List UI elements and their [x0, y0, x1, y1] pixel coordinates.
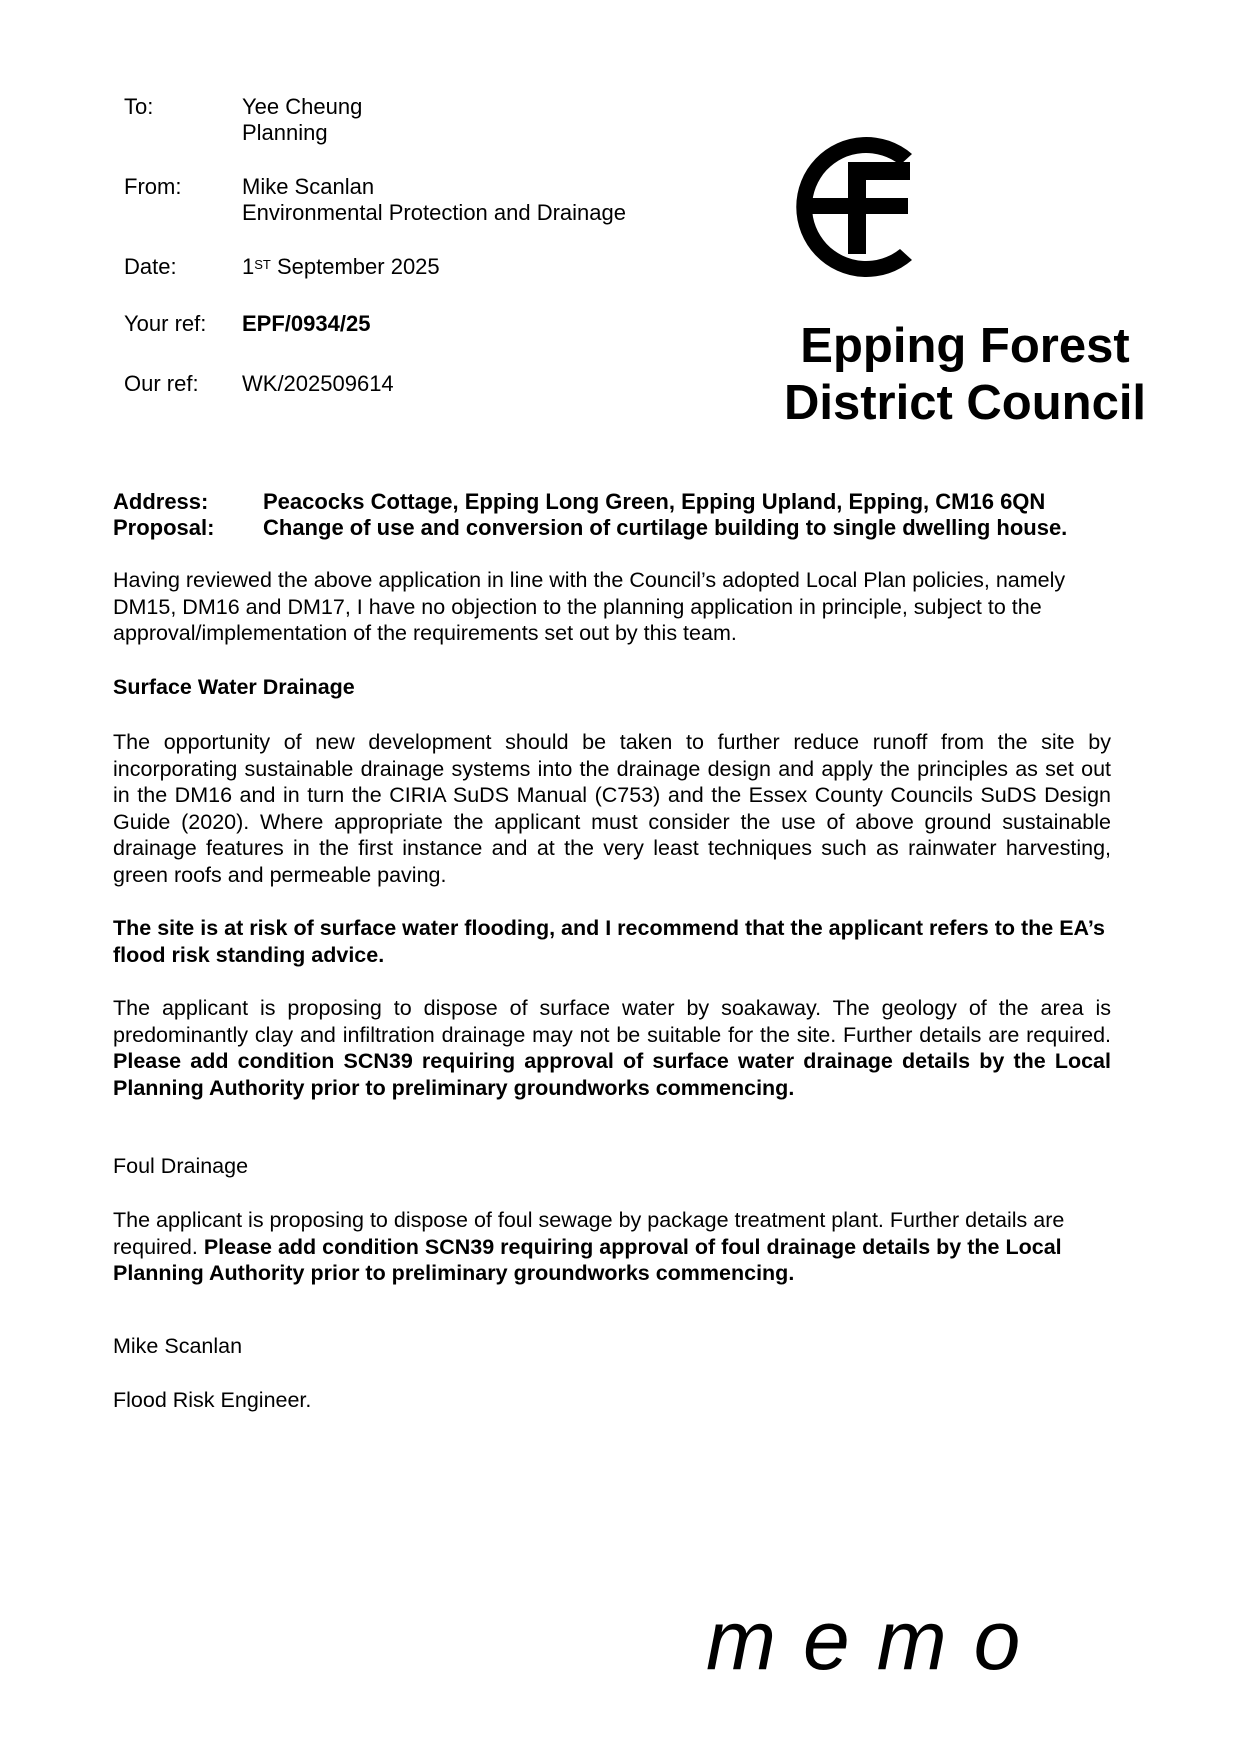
to-name: Yee Cheung: [242, 94, 363, 119]
memo-label: memo: [706, 1593, 1048, 1687]
address-label: Address:: [113, 489, 209, 514]
date-value: [242, 254, 440, 280]
epping-forest-logo-icon: [790, 132, 920, 282]
foul-drainage-heading: Foul Drainage: [113, 1154, 249, 1178]
signature-title: Flood Risk Engineer.: [113, 1388, 312, 1412]
from-label: From:: [124, 174, 182, 199]
soakaway-paragraph: [113, 995, 1111, 1101]
proposal-value: Change of use and conversion of curtilage building to single dwelling house.: [263, 515, 1068, 540]
soakaway-condition: Please add condition SCN39 requiring approval of surface water drainage details by the Local Planning Authority prior to preliminary groundworks commencing.: [113, 1049, 1111, 1100]
your-ref-value: EPF/0934/25: [242, 311, 371, 336]
surface-water-paragraph: The opportunity of new development should be taken to further reduce runoff from the site by incorporating sustainable drainage systems into the drainage design and apply the principles as set out in the DM16 and in turn the CIRIA SuDS Manual (C753) and the Essex County Councils SuDS Design Guide (2020). Where appropriate the applicant must consider the use of above ground sustainable drainage features in the first instance and at the very least techniques such as rainwater harvesting, green roofs and permeable paving.: [113, 730, 1111, 887]
date-label: Date:: [124, 254, 177, 279]
from-dept: Environmental Protection and Drainage: [242, 200, 627, 225]
council-name: [740, 318, 1190, 432]
to-dept: Planning: [242, 120, 328, 145]
our-ref-label: Our ref:: [124, 371, 199, 396]
to-value: [242, 94, 362, 146]
our-ref-value: WK/202509614: [242, 371, 394, 396]
council-name-line2: District Council: [783, 376, 1147, 430]
flood-risk-note: The site is at risk of surface water flooding, and I recommend that the applicant refers to the EA’s flood risk standing advice.: [113, 916, 1106, 967]
from-value: [242, 174, 626, 226]
surface-water-heading: Surface Water Drainage: [113, 675, 355, 699]
foul-drainage-paragraph: [113, 1207, 1113, 1287]
soakaway-text: The applicant is proposing to dispose of surface water by soakaway. The geology of the area is predominantly clay and infiltration drainage may not be suitable for the site. Further details are required.: [113, 996, 1111, 1047]
signature-name: Mike Scanlan: [113, 1334, 243, 1358]
date-day: 1: [242, 254, 255, 279]
address-value: Peacocks Cottage, Epping Long Green, Epping Upland, Epping, CM16 6QN: [263, 489, 1046, 514]
intro-paragraph: Having reviewed the above application in line with the Council’s adopted Local Plan policies, namely DM15, DM16 and DM17, I have no objection to the planning application in principle, subject to the approval/implementation of the requirements set out by this team.: [113, 568, 1066, 645]
date-ordinal: ST: [254, 257, 271, 272]
foul-text: The applicant is proposing to dispose of foul sewage by package treatment plant. Further details are required.: [113, 1208, 1065, 1259]
proposal-label: Proposal:: [113, 515, 215, 540]
date-rest: September 2025: [270, 254, 440, 279]
your-ref-label: Your ref:: [124, 311, 207, 336]
from-name: Mike Scanlan: [242, 174, 375, 199]
to-label: To:: [124, 94, 154, 119]
foul-condition: Please add condition SCN39 requiring approval of foul drainage details by the Local Planning Authority prior to preliminary groundworks commencing.: [113, 1234, 1062, 1285]
council-name-line1: Epping Forest: [800, 319, 1130, 373]
